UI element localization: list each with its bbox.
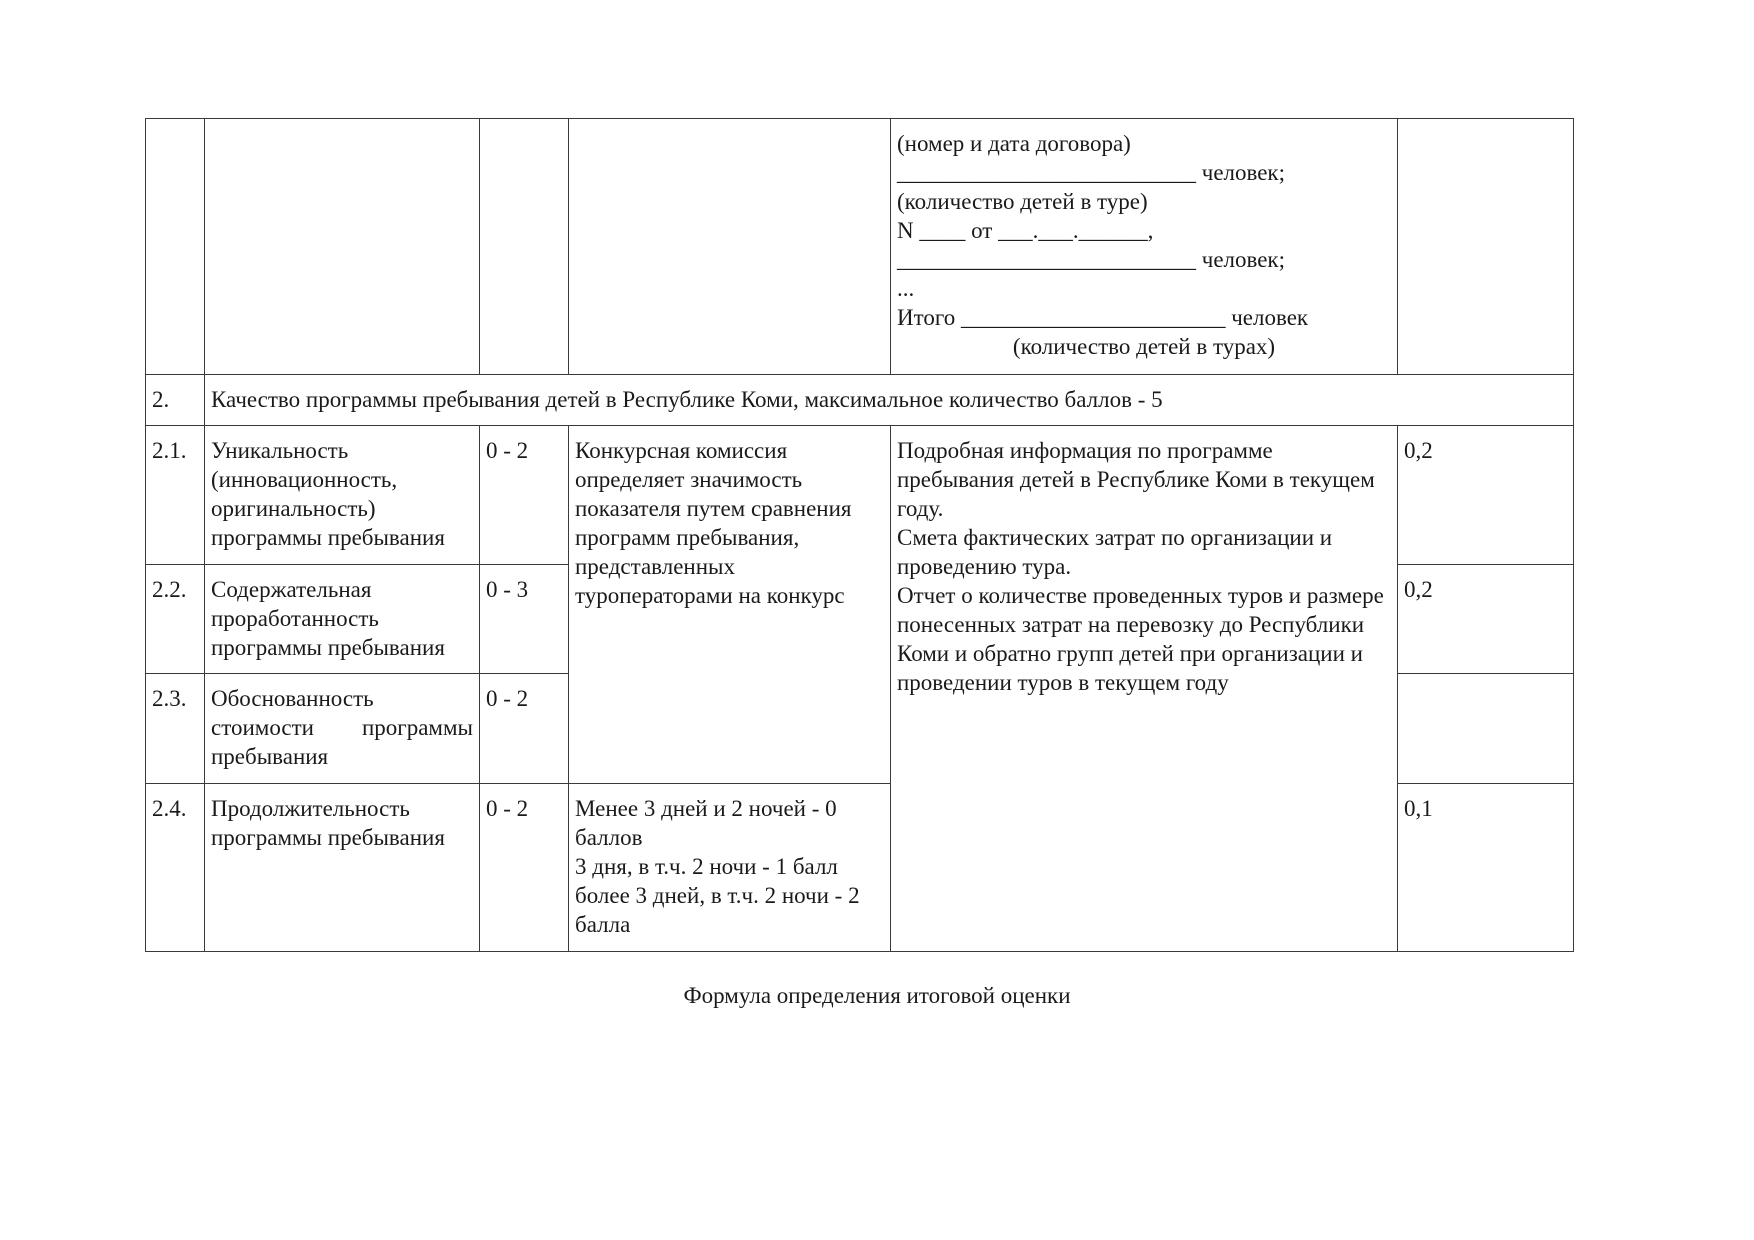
criterion-weight: 0,2 [1398,565,1574,674]
cell-empty-range [480,119,569,375]
section-number: 2. [146,375,205,426]
criterion-range: 0 - 2 [480,784,569,952]
cell-empty-name [205,119,480,375]
table-row [146,426,1574,565]
criterion-number: 2.3. [146,674,205,784]
criterion-name: Продолжительность программы пребывания [205,784,480,952]
formula-caption: Формула определения итоговой оценки [683,983,1071,1008]
document-item: Подробная информация по программе пребывания детей в Республике Коми в текущем году. [897,438,1375,521]
contract-line: ... [897,276,915,301]
criterion-documents [891,426,1398,952]
duration-rule: Менее 3 дней и 2 ночей - 0 баллов [575,796,837,850]
contract-line: (номер и дата договора) [897,131,1131,156]
criterion-weight: 0,1 [1398,784,1574,952]
cell-empty-method [569,119,891,375]
cell-empty-number [146,119,205,375]
criterion-method-duration [569,784,891,952]
document-item: Отчет о количестве проведенных туров и размере понесенных затрат на перевозку до Республики Коми и обратно групп детей при организации и проведении туров в текущем году [897,583,1384,695]
criterion-weight [1398,674,1574,784]
criterion-number: 2.4. [146,784,205,952]
criterion-weight: 0,2 [1398,426,1574,565]
section-title: Качество программы пребывания детей в Республике Коми, максимальное количество баллов - 5 [205,375,1574,426]
contract-line: N ____ от ___.___.______, [897,218,1154,243]
contract-total-line: Итого _______________________ человек [897,305,1309,330]
criterion-range: 0 - 3 [480,565,569,674]
criterion-name: Уникальность (инновационность, оригинальность) программы пребывания [205,426,480,565]
criterion-range: 0 - 2 [480,674,569,784]
contract-line: (количество детей в туре) [897,189,1148,214]
criterion-name: Содержательная проработанность программы пребывания [205,565,480,674]
contract-total-footnote: (количество детей в турах) [1012,334,1276,359]
criterion-method: Конкурсная комиссия определяет значимость показателя путем сравнения программ пребывания, представленных туроператорами на конкурс [569,426,891,784]
cell-contract-details [891,119,1398,375]
table-row-section [146,375,1574,426]
table-row-continuation [146,119,1574,375]
criteria-table [145,118,1574,952]
contract-line: __________________________ человек; [897,247,1286,272]
criterion-range: 0 - 2 [480,426,569,565]
document-item: Смета фактических затрат по организации и проведению тура. [897,525,1333,579]
duration-rule: 3 дня, в т.ч. 2 ночи - 1 балл [575,854,838,879]
criterion-number: 2.2. [146,565,205,674]
cell-empty-weight [1398,119,1574,375]
criterion-number: 2.1. [146,426,205,565]
duration-rule: более 3 дней, в т.ч. 2 ночи - 2 балла [575,883,860,937]
contract-line: __________________________ человек; [897,160,1286,185]
criterion-name: Обоснованность стоимости программы пребывания [205,674,480,784]
